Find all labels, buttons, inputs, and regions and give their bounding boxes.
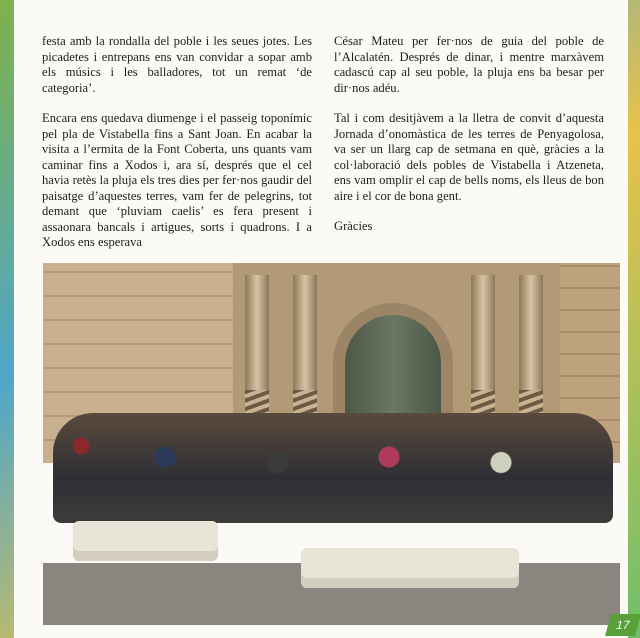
group-photo <box>43 263 620 625</box>
paragraph: Encara ens quedava diumenge i el passeig toponímic pel pla de Vistabella fins a Sant Joan. En acabar la visita a l’ermita de la Font Coberta, uns quants vam caminar fins a Xodos i, ara sí, després que el cel havia retès la pluja els tres dies per fer·nos gaudir del paisatge d’aquestes terres, vam fer de pelegrins, tot demant que ‘pluviam caelis’ es fera present i assaonara bancals i artigues, sorts i quadrons. I a Xodos ens esperava <box>42 111 312 249</box>
page-number: 17 <box>605 614 640 636</box>
paragraph: festa amb la rondalla del poble i les seues jotes. Les picadetes i entrepans ens van convidar a sopar amb els músics i les balladores, tot un remat ‘de categoria’. <box>42 34 312 95</box>
paragraph: César Mateu per fer·nos de guia del poble de l’Alcalatén. Després de dinar, i mentre marxàvem cadascú cap al seu poble, la pluja ens ba besar per dir·nos adéu. <box>334 34 604 95</box>
crowd-of-people <box>53 413 613 523</box>
magazine-page <box>14 0 628 638</box>
stone-bench <box>301 548 519 588</box>
text-column-right <box>334 34 604 250</box>
stone-bench <box>73 521 218 561</box>
paragraph: Tal i com desitjàvem a la lletra de convit d’aquesta Jornada d’onomàstica de les terres de Penyagolosa, va ser un llarg cap de setmana en què, gràcies a la col·laboració dels pobles de Vistabella i Atzeneta, ens vam omplir el cap de bells noms, els lleus de bon aire i el cor de bona gent. <box>334 111 604 203</box>
text-column-left <box>42 34 312 266</box>
closing-text: Gràcies <box>334 219 373 233</box>
